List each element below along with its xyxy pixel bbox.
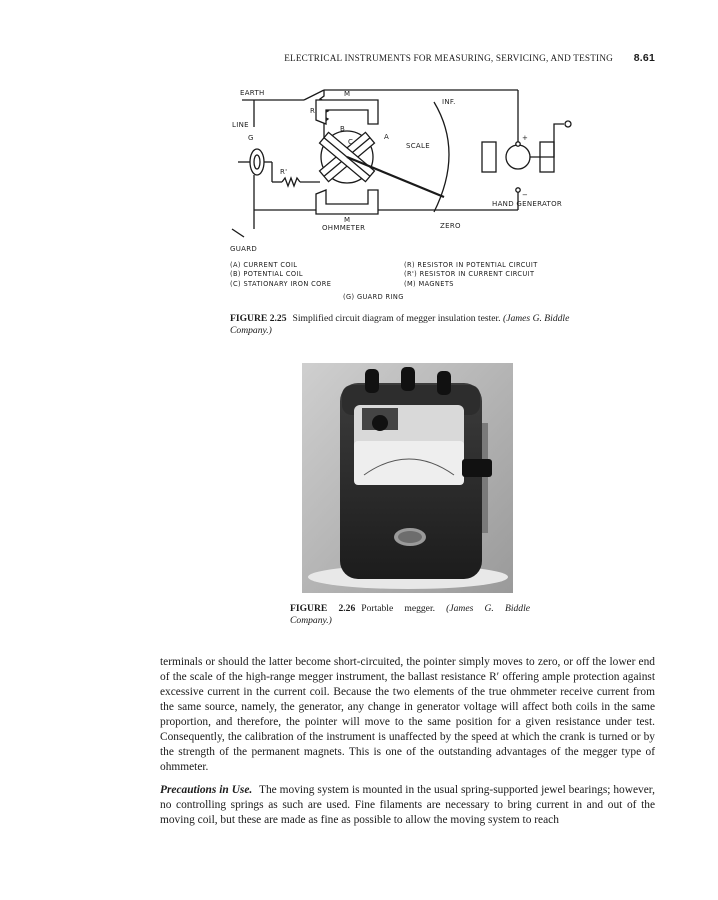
caption-label: FIGURE 2.26 <box>290 603 356 614</box>
body-text <box>160 655 655 828</box>
caption-text: Portable megger. <box>361 603 436 614</box>
label-m-bottom: M <box>344 216 351 224</box>
legend-item: (R) RESISTOR IN POTENTIAL CIRCUIT <box>404 261 538 269</box>
label-zero: ZERO <box>440 222 461 230</box>
label-b: B <box>340 125 346 133</box>
caption-credit: (James G. Biddle Company.) <box>230 313 570 336</box>
legend-item-guard-ring: (G) GUARD RING <box>343 293 404 301</box>
label-r: R <box>310 107 316 115</box>
running-header <box>160 53 655 67</box>
figure-2-26-photo <box>302 363 513 593</box>
generator-armature <box>506 145 530 169</box>
paragraph-2 <box>160 783 655 828</box>
legend-left-column <box>230 261 331 289</box>
running-title: ELECTRICAL INSTRUMENTS FOR MEASURING, SERVICING, AND TESTING <box>284 53 613 63</box>
label-plus: + <box>522 134 529 142</box>
legend-right-column <box>404 261 538 289</box>
caption-label: FIGURE 2.25 <box>230 313 287 324</box>
generator-magnet-left <box>482 142 496 172</box>
label-c: C <box>348 138 354 146</box>
paragraph-1: terminals or should the latter become short-circuited, the pointer simply moves to zero, or off the lower end of the scale of the high-range megger instrument, the ballast resistance R′ offering ample protection against excessive current in the current coil. Because the two elements of the true ohmmeter receive current from the same source, namely, the generator, any change in generator voltage will affect both coils in the same proportion, and therefore, the pointer will move to the same position for a given resistance under test. Consequently, the calibration of the instrument is unaffected by the speed at which the crank is turned or by the strength of the permanent magnets. This is one of the outstanding advantages of the megger type of ohmmeter. <box>160 656 655 773</box>
label-line: LINE <box>232 121 249 129</box>
scale-arc <box>434 102 449 212</box>
label-a: A <box>384 133 390 141</box>
figure-2-26-caption <box>290 603 530 627</box>
figure-2-25-caption <box>230 313 600 337</box>
magnet-bottom <box>316 190 378 214</box>
legend-item: (B) POTENTIAL COIL <box>230 270 303 279</box>
legend-item: (A) CURRENT COIL <box>230 261 298 269</box>
label-m-top: M <box>344 90 351 98</box>
label-g: G <box>248 134 254 142</box>
megger-photo-svg <box>302 363 513 593</box>
legend-item: (R') RESISTOR IN CURRENT CIRCUIT <box>404 270 535 279</box>
label-r-prime: R' <box>280 168 288 176</box>
guard-ring <box>250 149 264 175</box>
label-scale: SCALE <box>406 142 430 150</box>
label-hand-generator: HAND GENERATOR <box>492 200 563 208</box>
label-earth: EARTH <box>240 89 265 97</box>
resistor-r-prime <box>282 178 300 186</box>
legend-item: (M) MAGNETS <box>404 279 454 288</box>
runin-heading-precautions: Precautions in Use. <box>160 784 253 796</box>
caption-credit: (James G. Biddle Company.) <box>290 603 531 626</box>
label-inf: INF. <box>442 98 456 106</box>
page-number: 8.61 <box>633 52 655 64</box>
label-guard: GUARD <box>230 245 258 253</box>
legend-item: (C) STATIONARY IRON CORE <box>230 279 332 288</box>
magnet-top <box>316 100 378 124</box>
label-minus: − <box>522 191 529 199</box>
paragraph-2-text: The moving system is mounted in the usual spring-supported jewel bearings; however, no controlling springs as such are used. Fine filaments are necessary to bring current in and out of the moving coil, but these are made as fine as possible to allow the moving system to reach <box>160 784 655 826</box>
label-ohmmeter: OHMMETER <box>322 224 366 232</box>
caption-text: Simplified circuit diagram of megger insulation tester. <box>292 313 501 324</box>
